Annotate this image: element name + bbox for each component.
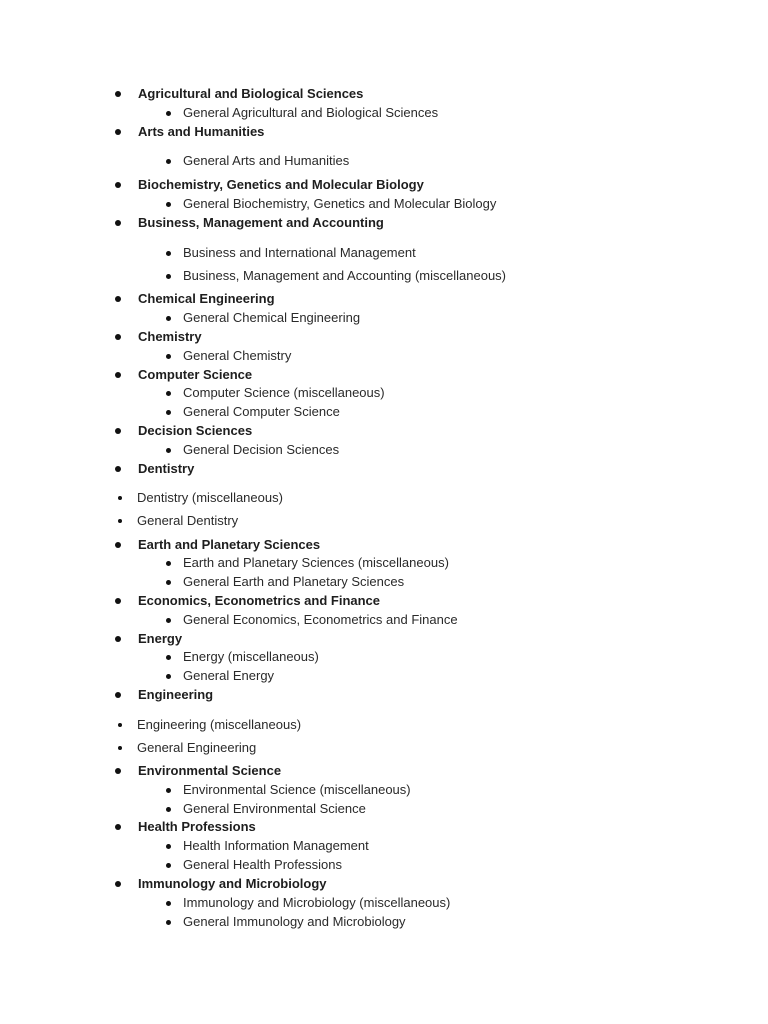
bullet-icon — [166, 274, 171, 279]
bullet-icon — [166, 655, 171, 660]
bullet-icon — [115, 182, 121, 188]
bullet-icon — [166, 901, 171, 906]
bullet-icon — [115, 334, 121, 340]
bullet-icon — [115, 372, 121, 378]
category-label: Health Professions — [138, 819, 256, 834]
bullet-icon — [166, 561, 171, 566]
subcategory-label: Business, Management and Accounting (miscellaneous) — [183, 268, 507, 283]
subcategory-label: Health Information Management — [183, 838, 369, 853]
subcategory-label: Business and International Management — [183, 245, 416, 260]
bullet-icon — [115, 542, 121, 548]
subcategory-label: General Chemistry — [183, 348, 292, 363]
subcategory-label: General Computer Science — [183, 404, 340, 419]
bullet-icon — [118, 723, 122, 727]
bullet-icon — [166, 410, 171, 415]
bullet-icon — [166, 159, 171, 164]
subcategory-label: General Agricultural and Biological Sciences — [183, 105, 439, 120]
bullet-icon — [118, 746, 122, 750]
bullet-icon — [118, 496, 122, 500]
bullet-icon — [115, 220, 121, 226]
category-label: Chemical Engineering — [138, 291, 275, 306]
subcategory-label: Environmental Science (miscellaneous) — [183, 782, 411, 797]
bullet-icon — [115, 129, 121, 135]
bullet-icon — [166, 844, 171, 849]
subcategory-label: General Biochemistry, Genetics and Molecular Biology — [183, 196, 497, 211]
category-label: Biochemistry, Genetics and Molecular Biology — [138, 177, 424, 192]
subcategory-label: General Earth and Planetary Sciences — [183, 574, 405, 589]
subcategory-label: General Dentistry — [137, 513, 239, 528]
subcategory-label: General Energy — [183, 668, 275, 683]
bullet-icon — [166, 448, 171, 453]
subcategory-label: General Economics, Econometrics and Finance — [183, 612, 458, 627]
bullet-icon — [115, 598, 121, 604]
subcategory-label: Computer Science (miscellaneous) — [183, 385, 385, 400]
subcategory-label: Immunology and Microbiology (miscellaneous) — [183, 895, 451, 910]
bullet-icon — [115, 636, 121, 642]
category-label: Environmental Science — [138, 763, 282, 778]
category-label: Business, Management and Accounting — [138, 215, 384, 230]
bullet-icon — [166, 251, 171, 256]
bullet-icon — [166, 354, 171, 359]
bullet-icon — [166, 618, 171, 623]
category-label: Earth and Planetary Sciences — [138, 537, 321, 552]
bullet-icon — [115, 692, 121, 698]
bullet-icon — [115, 296, 121, 302]
subcategory-label: General Immunology and Microbiology — [183, 914, 406, 929]
subcategory-label: General Arts and Humanities — [183, 153, 350, 168]
category-label: Engineering — [138, 687, 214, 702]
category-label: Decision Sciences — [138, 423, 253, 438]
bullet-icon — [166, 111, 171, 116]
subcategory-label: General Chemical Engineering — [183, 310, 361, 325]
category-label: Computer Science — [138, 367, 253, 382]
subcategory-label: Engineering (miscellaneous) — [137, 717, 302, 732]
subcategory-label: General Health Professions — [183, 857, 342, 872]
bullet-icon — [166, 202, 171, 207]
bullet-icon — [166, 863, 171, 868]
category-label: Chemistry — [138, 329, 202, 344]
bullet-icon — [166, 920, 171, 925]
subcategory-label: General Environmental Science — [183, 801, 366, 816]
subcategory-label: General Decision Sciences — [183, 442, 340, 457]
category-label: Dentistry — [138, 461, 195, 476]
category-label: Immunology and Microbiology — [138, 876, 327, 891]
subcategory-label: Dentistry (miscellaneous) — [137, 490, 283, 505]
bullet-icon — [166, 807, 171, 812]
subcategory-label: Earth and Planetary Sciences (miscellaneous) — [183, 555, 449, 570]
bullet-icon — [115, 881, 121, 887]
bullet-icon — [166, 580, 171, 585]
bullet-icon — [115, 91, 121, 97]
subcategory-label: Energy (miscellaneous) — [183, 649, 319, 664]
bullet-icon — [118, 519, 122, 523]
bullet-icon — [166, 391, 171, 396]
category-label: Arts and Humanities — [138, 124, 265, 139]
bullet-icon — [115, 466, 121, 472]
category-label: Agricultural and Biological Sciences — [138, 86, 364, 101]
category-label: Energy — [138, 631, 183, 646]
category-label: Economics, Econometrics and Finance — [138, 593, 381, 608]
bullet-icon — [115, 428, 121, 434]
bullet-icon — [166, 674, 171, 679]
bullet-icon — [115, 768, 121, 774]
bullet-icon — [166, 316, 171, 321]
subcategory-label: General Engineering — [137, 740, 257, 755]
bullet-icon — [166, 788, 171, 793]
bullet-icon — [115, 824, 121, 830]
